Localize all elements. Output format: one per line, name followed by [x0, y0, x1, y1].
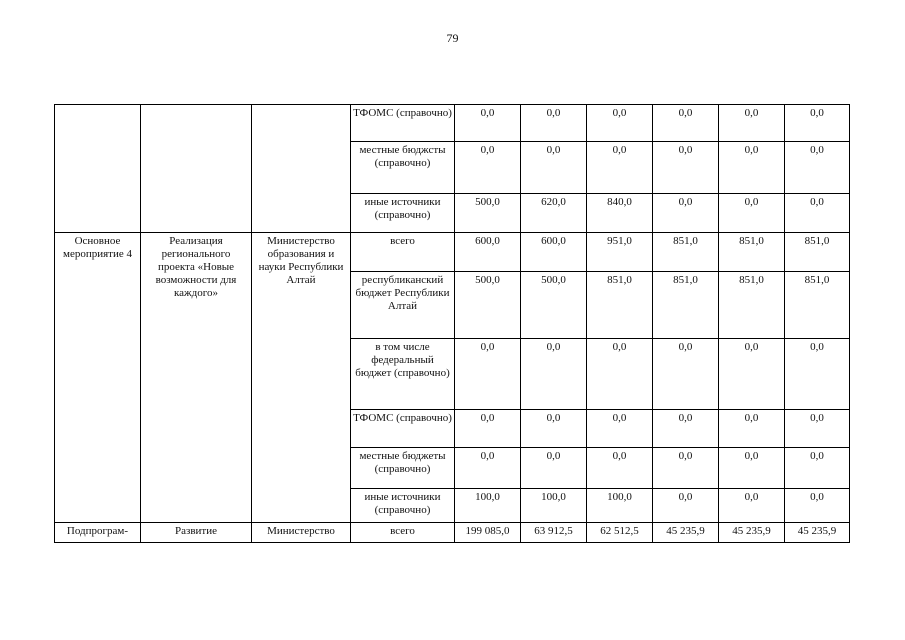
value-cell: 0,0 — [455, 448, 521, 489]
source-cell: местные бюджсты (справочно) — [351, 142, 455, 194]
value-cell: 62 512,5 — [587, 523, 653, 543]
value-cell: 0,0 — [653, 105, 719, 142]
value-cell: 0,0 — [455, 105, 521, 142]
source-cell: иные источники (справочно) — [351, 194, 455, 233]
value-cell: 0,0 — [455, 339, 521, 410]
value-cell: 851,0 — [785, 272, 850, 339]
value-cell: 0,0 — [785, 194, 850, 233]
table-row — [55, 233, 850, 272]
value-cell: 100,0 — [521, 489, 587, 523]
value-cell: 500,0 — [521, 272, 587, 339]
value-cell: 0,0 — [719, 489, 785, 523]
value-cell: 45 235,9 — [653, 523, 719, 543]
value-cell: 0,0 — [719, 448, 785, 489]
subprogram-description-cell: Развитие — [141, 523, 252, 543]
table-row — [55, 105, 850, 142]
table-cell-empty — [141, 105, 252, 233]
value-cell: 0,0 — [653, 194, 719, 233]
value-cell: 45 235,9 — [785, 523, 850, 543]
value-cell: 0,0 — [785, 410, 850, 448]
table-cell-empty — [252, 105, 351, 233]
value-cell: 851,0 — [719, 233, 785, 272]
value-cell: 45 235,9 — [719, 523, 785, 543]
value-cell: 0,0 — [521, 142, 587, 194]
value-cell: 0,0 — [587, 339, 653, 410]
value-cell: 0,0 — [587, 410, 653, 448]
value-cell: 840,0 — [587, 194, 653, 233]
value-cell: 0,0 — [521, 339, 587, 410]
table-cell-empty — [55, 105, 141, 233]
value-cell: 100,0 — [455, 489, 521, 523]
value-cell: 0,0 — [785, 339, 850, 410]
source-cell: местные бюджеты (справочно) — [351, 448, 455, 489]
value-cell: 0,0 — [521, 448, 587, 489]
value-cell: 0,0 — [719, 105, 785, 142]
value-cell: 0,0 — [719, 194, 785, 233]
value-cell: 0,0 — [587, 448, 653, 489]
value-cell: 100,0 — [587, 489, 653, 523]
value-cell: 0,0 — [653, 489, 719, 523]
source-cell: ТФОМС (справочно) — [351, 105, 455, 142]
source-cell: ТФОМС (справочно) — [351, 410, 455, 448]
value-cell: 0,0 — [521, 105, 587, 142]
value-cell: 0,0 — [653, 448, 719, 489]
value-cell: 851,0 — [653, 272, 719, 339]
value-cell: 851,0 — [785, 233, 850, 272]
source-cell: всего — [351, 523, 455, 543]
value-cell: 0,0 — [785, 105, 850, 142]
value-cell: 851,0 — [653, 233, 719, 272]
value-cell: 0,0 — [785, 448, 850, 489]
value-cell: 0,0 — [719, 339, 785, 410]
value-cell: 0,0 — [719, 142, 785, 194]
value-cell: 0,0 — [587, 142, 653, 194]
source-cell: в том числе федеральный бюджет (справочно) — [351, 339, 455, 410]
value-cell: 0,0 — [785, 489, 850, 523]
value-cell: 0,0 — [653, 339, 719, 410]
measure-executor-cell: Министерство образования и науки Республики Алтай — [252, 233, 351, 523]
value-cell: 851,0 — [587, 272, 653, 339]
value-cell: 0,0 — [455, 142, 521, 194]
value-cell: 600,0 — [455, 233, 521, 272]
subprogram-name-cell: Подпрограм- — [55, 523, 141, 543]
measure-name-cell: Основное мероприятие 4 — [55, 233, 141, 523]
value-cell: 620,0 — [521, 194, 587, 233]
value-cell: 199 085,0 — [455, 523, 521, 543]
value-cell: 500,0 — [455, 272, 521, 339]
value-cell: 500,0 — [455, 194, 521, 233]
value-cell: 851,0 — [719, 272, 785, 339]
value-cell: 0,0 — [785, 142, 850, 194]
value-cell: 0,0 — [521, 410, 587, 448]
value-cell: 63 912,5 — [521, 523, 587, 543]
value-cell: 0,0 — [653, 142, 719, 194]
source-cell: иные источники (справочно) — [351, 489, 455, 523]
source-cell: республиканский бюджет Республики Алтай — [351, 272, 455, 339]
budget-table — [54, 104, 850, 543]
source-cell: всего — [351, 233, 455, 272]
value-cell: 0,0 — [587, 105, 653, 142]
subprogram-executor-cell: Министерство — [252, 523, 351, 543]
value-cell: 0,0 — [455, 410, 521, 448]
value-cell: 600,0 — [521, 233, 587, 272]
table-row — [55, 523, 850, 543]
page-number: 79 — [446, 31, 459, 45]
measure-description-cell: Реализация регионального проекта «Новые возможности для каждого» — [141, 233, 252, 523]
value-cell: 951,0 — [587, 233, 653, 272]
value-cell: 0,0 — [653, 410, 719, 448]
value-cell: 0,0 — [719, 410, 785, 448]
